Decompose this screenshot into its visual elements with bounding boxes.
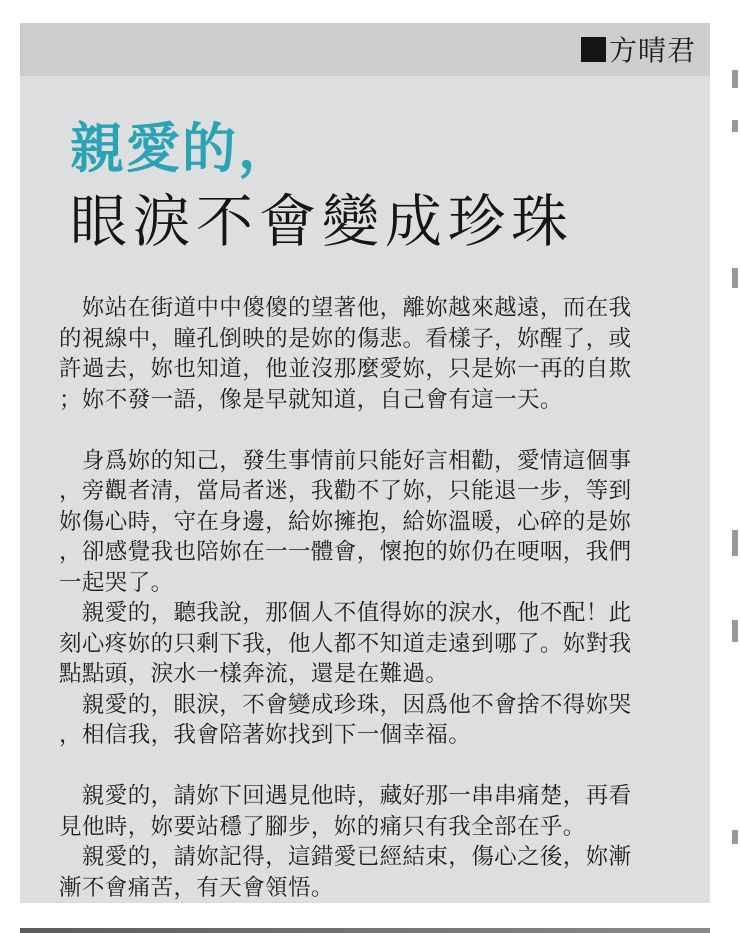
- header-bar: [20, 23, 710, 76]
- article-title-line-2: 眼淚不會變成珍珠: [70, 189, 574, 255]
- body-line: 漸不會痛苦，有天會領悟。: [59, 874, 334, 901]
- body-line: 許過去，妳也知道，他並沒那麼愛妳，只是妳一再的自欺: [59, 356, 632, 382]
- body-line: 親愛的，請妳記得，這錯愛已經結束，傷心之後，妳漸: [59, 844, 632, 870]
- body-line: 親愛的，眼淚，不會變成珍珠，因爲他不會捨不得妳哭: [59, 691, 632, 718]
- body-line: ，相信我，我會陪著妳找到下一個幸福。: [59, 722, 472, 748]
- body-line: 親愛的，請妳下回遇見他時，藏好那一串串痛楚，再看: [59, 783, 632, 809]
- body-line: ，旁觀者清，當局者迷，我勸不了妳，只能退一步，等到: [59, 478, 632, 504]
- article-title-line-1: 親愛的，: [70, 117, 294, 180]
- body-line: ；妳不發一語，像是早就知道，自己會有這一天。: [59, 386, 563, 413]
- edge-glyph: [732, 530, 738, 556]
- paragraph-gap: [59, 751, 699, 782]
- edge-glyph: [732, 120, 738, 132]
- body-line: 見他時，妳要站穩了腳步，妳的痛只有我全部在乎。: [59, 813, 586, 840]
- article-body: [59, 293, 699, 903]
- body-line: 妳站在街道中中傻傻的望著他，離妳越來越遠，而在我: [59, 295, 632, 321]
- article-panel: [20, 23, 710, 903]
- body-line: 一起哭了。: [59, 569, 174, 596]
- edge-glyph: [732, 70, 738, 88]
- author-byline: [581, 31, 696, 67]
- adjacent-page-edge: [728, 60, 740, 920]
- author-name: 方晴君: [608, 34, 696, 67]
- body-line: 身爲妳的知己，發生事情前只能好言相勸，愛情這個事: [59, 447, 632, 474]
- body-line: ，卻感覺我也陪妳在一一體會，懷抱的妳仍在哽咽，我們: [59, 539, 632, 565]
- body-line: 妳傷心時，守在身邊，給妳擁抱，給妳溫暖，心碎的是妳: [59, 508, 632, 535]
- edge-glyph: [732, 268, 738, 288]
- bottom-edge-strip: [20, 928, 710, 933]
- body-line: 親愛的，聽我說，那個人不值得妳的淚水，他不配！此: [59, 600, 632, 626]
- body-line: 的視線中，瞳孔倒映的是妳的傷悲。看樣子，妳醒了，或: [59, 325, 632, 352]
- edge-glyph: [732, 830, 738, 844]
- body-line: 刻心疼妳的只剩下我，他人都不知道走遠到哪了。妳對我: [59, 630, 632, 657]
- body-line: 點點頭，淚水一樣奔流，還是在難過。: [59, 661, 449, 687]
- square-bullet-icon: [581, 37, 606, 62]
- edge-glyph: [732, 620, 738, 642]
- paragraph-gap: [59, 415, 699, 446]
